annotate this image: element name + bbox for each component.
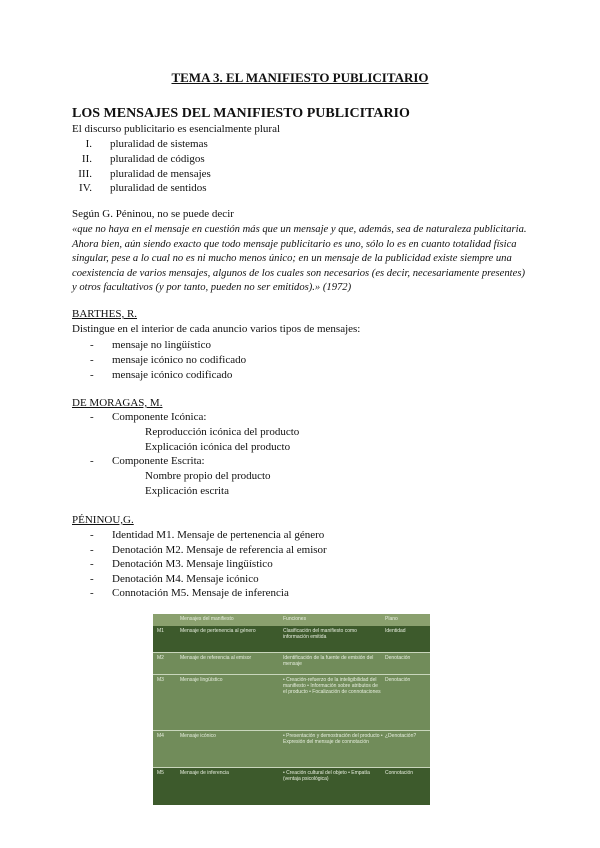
table-row: M1 Mensaje de pertenencia al género Clasificación del manifiesto como información emitida Identidad xyxy=(153,626,430,652)
intro-text: El discurso publicitario es esencialmente plural xyxy=(72,123,281,135)
table-row: M4 Mensaje icónico • Presentación y demostración del producto • Expresión del mensaje de connotación ¿Denotación? xyxy=(153,731,430,767)
list-item: II. pluralidad de códigos xyxy=(81,153,205,165)
table-header-cell: Funciones xyxy=(283,616,307,622)
list-item: - Componente Icónica: xyxy=(90,411,207,423)
list-item: I. pluralidad de sistemas xyxy=(85,138,208,150)
list-item: - mensaje icónico codificado xyxy=(90,369,233,381)
table-row: M3 Mensaje lingüístico • Creación-refuerzo de la inteligibilidad del manifiesto • Información sobre atributos de el producto • Focalización de connotaciones Denotación xyxy=(153,675,430,730)
moragas-heading: DE MORAGAS, M. xyxy=(72,397,163,409)
list-item: - mensaje icónico no codificado xyxy=(90,354,247,366)
list-item: - Denotación M4. Mensaje icónico xyxy=(90,573,259,585)
list-item: - Identidad M1. Mensaje de pertenencia al género xyxy=(90,529,325,541)
list-item: Nombre propio del producto xyxy=(145,470,271,482)
barthes-heading: BARTHES, R. xyxy=(72,308,138,320)
table-header-row xyxy=(153,614,430,626)
document-title: TEMA 3. EL MANIFIESTO PUBLICITARIO xyxy=(171,70,429,85)
list-item: Explicación icónica del producto xyxy=(145,441,291,453)
list-item: - Denotación M2. Mensaje de referencia al emisor xyxy=(90,544,327,556)
peninou-quote: «que no haya en el mensaje en cuestión más que un mensaje y que, además, sea de naturaleza publicitaria. Ahora bien, aún siendo exacto que todo mensaje publicitario es uno, sólo lo es en cuanto totalidad física singular, pese a lo cual no es ni mucho menos único; en un mensaje de la publicidad existe siempre una coexistencia de varios mensajes, algunos de los cuales son necesarios (es decir, necesariamente presentes) y otros facultativos (y por tanto, pueden no ser emitidos).» (1972) xyxy=(72,224,527,293)
list-item: - Componente Escrita: xyxy=(90,455,205,467)
section-heading: LOS MENSAJES DEL MANIFIESTO PUBLICITARIO xyxy=(72,106,410,121)
list-item: - Connotación M5. Mensaje de inferencia xyxy=(90,587,289,599)
table-row: M5 Mensaje de inferencia • Creación cultural del objeto • Empatía (ventaja psicológica) Connotación xyxy=(153,768,430,805)
table-header-cell: Mensajes del manifiesto xyxy=(180,616,234,622)
list-item: IV. pluralidad de sentidos xyxy=(79,182,207,194)
table-row: M2 Mensaje de referencia al emisor Identificación de la fuente de emisión del mensaje Denotación xyxy=(153,653,430,674)
peninou-heading: PÉNINOU,G. xyxy=(72,514,134,526)
list-item: III. pluralidad de mensajes xyxy=(78,168,211,180)
barthes-intro: Distingue en el interior de cada anuncio varios tipos de mensajes: xyxy=(72,323,361,335)
peninou-intro: Según G. Péninou, no se puede decir xyxy=(72,208,234,220)
table-header-cell: Plano xyxy=(385,616,398,622)
messages-table xyxy=(153,614,430,805)
list-item: Reproducción icónica del producto xyxy=(145,426,300,438)
list-item: Explicación escrita xyxy=(145,485,229,497)
list-item: - mensaje no lingüístico xyxy=(90,339,211,351)
list-item: - Denotación M3. Mensaje lingüístico xyxy=(90,558,273,570)
